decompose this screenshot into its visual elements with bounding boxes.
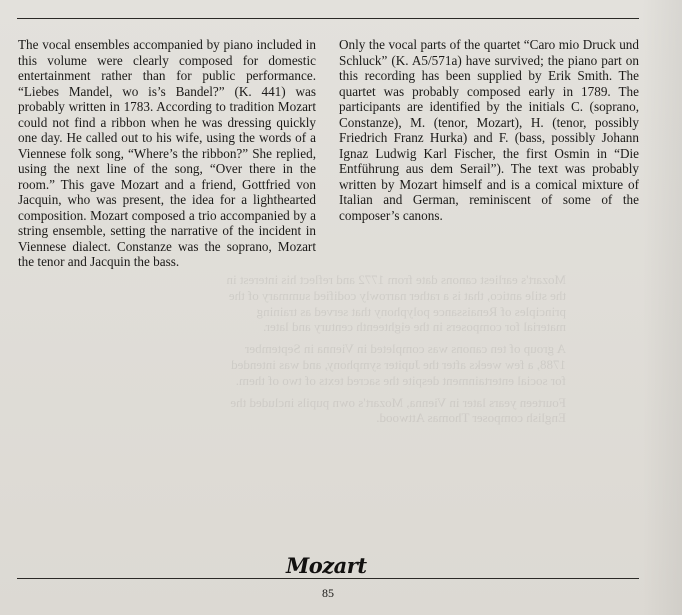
mozart-signature: Mozart — [286, 553, 367, 578]
show-through-texture: Mozart's earliest canons date from 1772 and reflect his interest in the stile antico, that is a rather narrowly codified summary of the principles of Renaissance polyphony that served as training material for composers in the eighteenth century and later. A group of ten canons was completed in Vienna in September 1788, a few weeks after the Jupiter symphony, and was intended for social entertainment despite the sacred texts of two of them. Fourteen years later in Vienna, Mozart's own pupils included the English composer Thomas Attwood. — [226, 272, 566, 426]
page-edge-shadow — [642, 0, 682, 615]
bottom-rule — [17, 578, 639, 579]
left-column-paragraph: The vocal ensembles accompanied by piano included in this volume were clearly composed for domestic entertainment rather than for public performance. “Liebes Mandel, wo is’s Bandel?” (K. 441) was probably written in 1783. According to tradition Mozart could not find a ribbon when he was dressing quickly one day. He called out to his wife, using the words of a Viennese folk song, “Where’s the ribbon?” She replied, using the next line of the song, “Over there in the room.” This gave Mozart and a friend, Gottfried von Jacquin, who was present, the idea for a lighthearted composition. Mozart composed a trio accompanied by a string ensemble, setting the narrative of the incident in Viennese dialect. Constanze was the soprano, Mozart the tenor and Jacquin the bass. — [18, 37, 316, 269]
top-rule — [17, 18, 639, 19]
right-column-paragraph: Only the vocal parts of the quartet “Caro mio Druck und Schluck” (K. A5/571a) have survived; the piano part on this recording has been supplied by Erik Smith. The quartet was probably composed early in 1789. The participants are identified by the initials C. (soprano, Constanze), M. (tenor, Mozart), H. (tenor, possibly Friedrich Franz Hurka) and F. (bass, possibly Johann Ignaz Ludwig Karl Fischer, the first Osmin in “Die Entführung aus dem Serail”). The text was probably written by Mozart himself and is a comical mixture of Italian and German, reminiscent of some of the composer’s canons. — [339, 37, 639, 223]
right-column — [339, 37, 639, 223]
page-number: 85 — [322, 586, 334, 600]
left-column — [18, 37, 316, 270]
